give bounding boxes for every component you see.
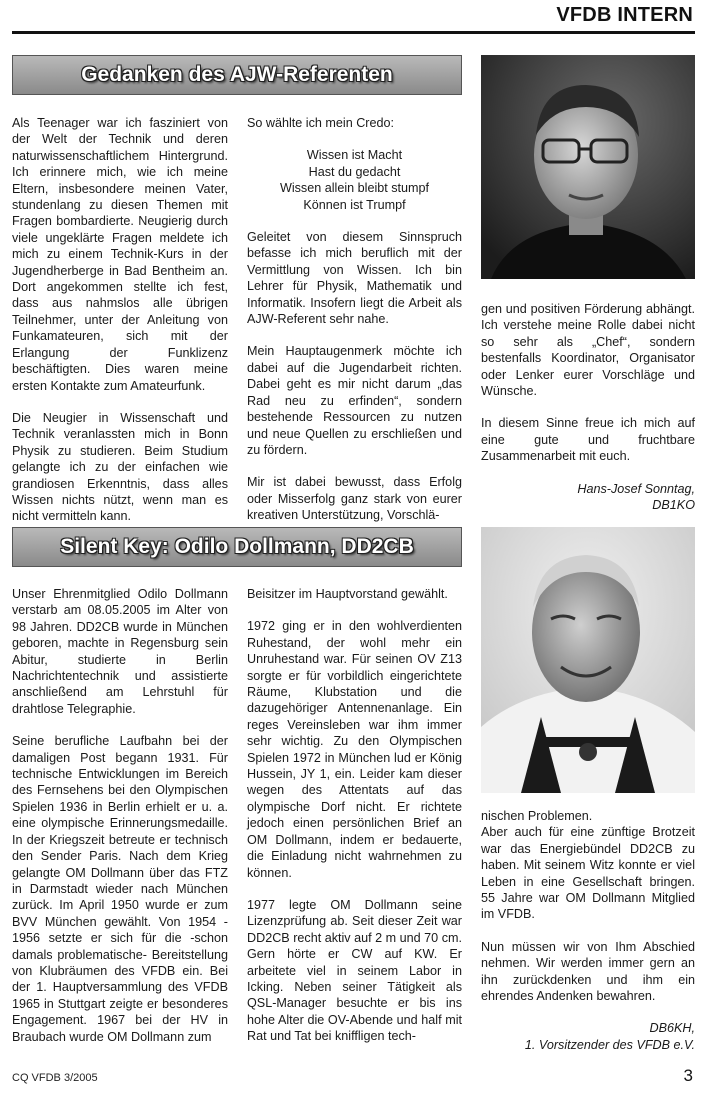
header-title: VFDB INTERN (556, 4, 693, 26)
credo-line: Wissen allein bleibt stumpf (279, 181, 430, 196)
sk-column-2 (247, 586, 462, 1061)
portrait-dollmann-image (481, 527, 695, 793)
portrait-dollmann (481, 527, 695, 793)
paragraph: Mein Hauptaugenmerk möchte ich dabei auf die Jugendarbeit richten. Dabei geht es mir nicht darum „das Rad neu zu erfinden“, sondern bestehende Ressourcen zu nutzen und neue Quellen zu erschließen und zu fördern. (247, 344, 462, 457)
paragraph: 1972 ging er in den wohlverdienten Ruhestand, der wohl mehr ein Unruhestand war. Für seinen OV Z13 sorgte er für vorbildlich eingerichtete Räume, Klubstation und die dazugehöriger Antennenanlage. Ein reges Vereinsleben war ihm immer sehr wichtig. Zu den Olympischen Spielen 1972 in München lud er König Hussein, JY 1, ein. Leider kam dieser wegen des Attentats auf das olympische Dorf nicht. Er richtete jedoch einen persönlichen Brief an OM Dollmann, indem er bedauerte, die Einladung nicht wahrnehmen zu können. (247, 619, 462, 880)
credo-line: Hast du gedacht (308, 164, 401, 179)
signature-call: DB6KH, (649, 1021, 695, 1036)
paragraph: Unser Ehrenmitglied Odilo Dollmann verstarb am 08.05.2005 im Alter von 98 Jahren. DD2CB wurde in München geboren, machte in Regensburg sein Abitur, studierte in Berlin Nachrichtentechnik und assistierte anschließend am Lehrstuhl für drahtlose Telegraphie. (12, 587, 228, 716)
credo-line: Können ist Trumpf (303, 197, 406, 212)
paragraph: Beisitzer im Hauptvorstand gewählt. (247, 587, 448, 601)
credo (247, 147, 462, 213)
signature-role: 1. Vorsitzender des VFDB e.V. (524, 1037, 695, 1052)
paragraph: nischen Problemen. Aber auch für eine zünftige Brotzeit war das Energiebündel DD2CB zu haben. Mit seinem Witz konnte er viel Leben in eine Gesellschaft bringen. 55 Jahre war OM Dollmann Mitglied im VFDB. (481, 809, 695, 922)
page-number: 3 (683, 1066, 693, 1085)
paragraph: 1977 legte OM Dollmann seine Lizenzprüfung ab. Seit dieser Zeit war DD2CB recht aktiv auf 2 m und 70 cm. Gern hörte er CW auf KW. Er arbeitete viel in seinem Labor in Icking. Neben seiner Tätigkeit als QSL-Manager besuchte er bis ins hohe Alter die OV-Abende und half mit Rat und Tat bei kniffligen tech- (247, 897, 462, 1044)
portrait-sonntag (481, 55, 695, 279)
paragraph: Seine berufliche Laufbahn bei der damaligen Post begann 1931. Für technische Entwicklungen im Bereich des Fernsehens bei den Olympischen Spielen 1936 in Berlin erhielt er u. a. eine olympische Erinnerungsmedaille. In der Kriegszeit betreute er technisch den Sender Paris. Nach dem Krieg gelangte OM Dollmann über das FTZ in Darmstadt wieder nach München zurück. Im April 1950 wurde er zum BVV München gewählt. Von 1954 - 1956 setzte er sich für die -schon damals problematische- Bereitstellung von Klubräumen des VFDB ein. Bei der 1. Hauptversammlung des VFDB 1965 in Stuttgart zeigte er besonderes Engagement. 1967 bei der HV in Braubach wurde OM Dollmann zum (12, 734, 228, 1044)
ajw-column-3 (481, 301, 695, 513)
paragraph: gen und positiven Förderung abhängt. Ich verstehe meine Rolle dabei nicht so sehr als „Chef“, sondern bestenfalls Koordinator, Organisator oder Lenker eurer Vorschläge und Wünsche. (481, 302, 695, 399)
sk-section-title-bar (12, 527, 462, 567)
credo-line: Wissen ist Macht (306, 148, 403, 163)
credo-intro: So wählte ich mein Credo: (247, 116, 394, 130)
paragraph: Als Teenager war ich fasziniert von der Welt der Technik und deren naturwissenschaftlichem Hintergrund. Ich erinnere mich, wie ich meine Eltern, insbesondere meinen Vater, stundenlang zu diesen Themen mit Fragen bombardierte. Neugierig durch viele ungeklärte Fragen meldete ich mich zu einem Technik-Kurs in der Jugendherberge in Bad Bentheim an. Dort angekommen stellte ich fest, dass aus nahmslos alle übrigen Teilnehmer, unter der Anleitung von Funkamateuren, sich mit der Erlangung der Funklizenz beschäftigten. Dies waren meine ersten Kontakte zum Amateurfunk. (12, 116, 228, 393)
signature-call: DB1KO (652, 498, 695, 513)
ajw-section-title-bar (12, 55, 462, 95)
ajw-column-2 (247, 115, 462, 540)
ajw-section-title: Gedanken des AJW-Referenten (81, 63, 393, 86)
paragraph: Mir ist dabei bewusst, dass Erfolg oder Misserfolg ganz stark von eurer kreativen Unterstützung, Vorschlä- (247, 475, 462, 523)
ajw-column-1 (12, 115, 228, 541)
sk-column-3 (481, 808, 695, 1053)
portrait-sonntag-image (481, 55, 695, 279)
paragraph: In diesem Sinne freue ich mich auf eine gute und fruchtbare Zusammenarbeit mit euch. (481, 416, 695, 464)
paragraph: Die Neugier in Wissenschaft und Technik veranlassten mich in Bonn Physik zu studieren. Beim Studium gelangte ich zu der einfachen wie grandiosen Erkenntnis, dass alles Wissen nichts nützt, wenn man es nicht vermitteln kann. (12, 410, 228, 524)
sk-column-1 (12, 586, 228, 1061)
footer-issue: CQ VFDB 3/2005 (12, 1072, 98, 1084)
sk-section-title: Silent Key: Odilo Dollmann, DD2CB (60, 535, 414, 558)
paragraph: Geleitet von diesem Sinnspruch befasse ich mich beruflich mit der Vermittlung von Wissen. Ich bin Lehrer für Physik, Mathematik und Informatik. Insofern liegt die Arbeit als AJW-Referent sehr nahe. (247, 230, 462, 327)
sk-signature (481, 1020, 695, 1053)
signature-name: Hans-Josef Sonntag, (577, 481, 695, 496)
header-rule (12, 31, 695, 34)
paragraph: Nun müssen wir von Ihm Abschied nehmen. Wir werden immer gern an ihn zurückdenken und ihm ein ehrendes Andenken bewahren. (481, 939, 695, 1004)
ajw-signature (481, 481, 695, 514)
